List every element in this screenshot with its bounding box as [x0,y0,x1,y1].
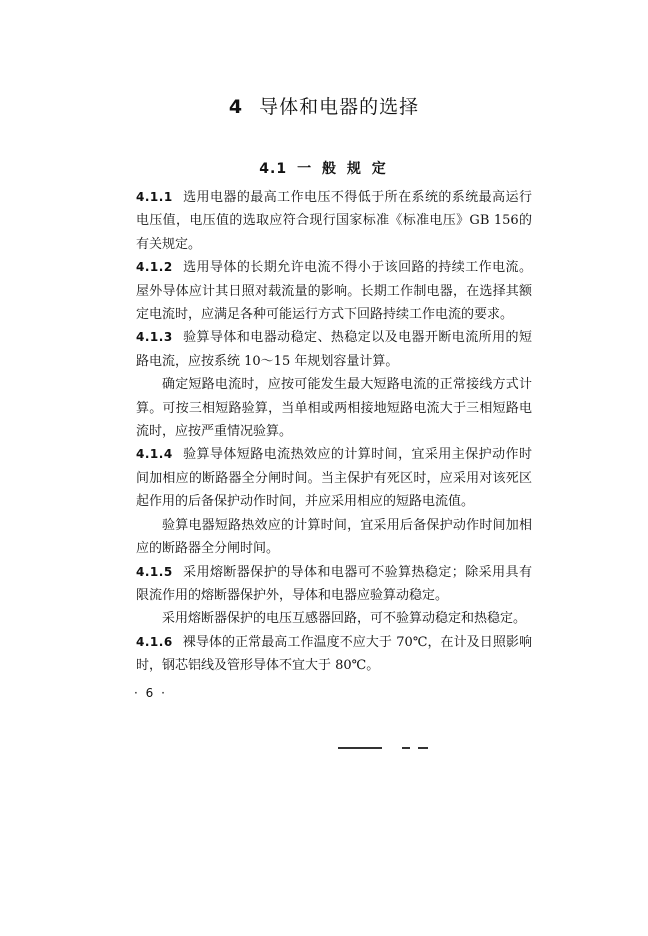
clause-4-1-4-continued [136,514,532,561]
clause-number: 4.1.3 [136,330,173,345]
clause-number: 4.1.6 [136,634,173,649]
clause-4-1-2 [136,256,532,326]
chapter-number: 4 [228,96,244,118]
clause-number: 4.1.4 [136,447,173,462]
clause-text: 裸导体的正常最高工作温度不应大于 70℃，在计及日照影响时，钢芯铝线及管形导体不宜大于 80℃。 [136,634,532,674]
clause-text: 采用熔断器保护的电压互感器回路，可不验算动稳定和热稳定。 [162,611,527,627]
clause-text: 验算导体短路电流热效应的计算时间，宜采用主保护动作时间加相应的断路器全分闸时间。当主保护有死区时，应采用对该死区起作用的后备保护动作时间，并应采用相应的短路电流值。 [136,447,532,510]
clause-4-1-1 [136,186,532,256]
section-title-text: 一 般 规 定 [297,161,389,177]
scan-artifact-mark [338,747,382,749]
scan-artifact-mark [418,747,428,749]
section-title [0,158,648,178]
clause-4-1-3 [136,326,532,373]
clause-number: 4.1.2 [136,260,173,275]
clause-4-1-4 [136,443,532,513]
clause-text: 采用熔断器保护的导体和电器可不验算热稳定；除采用具有限流作用的熔断器保护外，导体和电器应验算动稳定。 [136,564,532,603]
clause-4-1-6 [136,631,532,678]
chapter-title [0,92,648,119]
scan-artifact-mark [402,747,410,749]
clause-4-1-5 [136,561,532,608]
clause-4-1-5-continued [136,607,532,630]
clause-text: 选用导体的长期允许电流不得小于该回路的持续工作电流。屋外导体应计其日照对载流量的影响。长期工作制电器，在选择其额定电流时，应满足各种可能运行方式下回路持续工作电流的要求。 [136,260,532,323]
clause-number: 4.1.1 [136,190,173,204]
clause-text: 验算导体和电器动稳定、热稳定以及电器开断电流所用的短路电流，应按系统 10～15 年规划容量计算。 [136,330,532,369]
section-number: 4.1 [259,161,288,177]
clause-text: 验算电器短路热效应的计算时间，宜采用后备保护动作时间加相应的断路器全分闸时间。 [136,517,532,557]
clause-number: 4.1.5 [136,564,173,579]
clause-text: 确定短路电流时，应按可能发生最大短路电流的正常接线方式计算。可按三相短路验算，当单相或两相接地短路电流大于三相短路电流时，应按严重情况验算。 [136,377,532,440]
clause-4-1-3-continued [136,373,532,443]
clause-text: 选用电器的最高工作电压不得低于所在系统的系统最高运行电压值，电压值的选取应符合现行国家标准《标准电压》GB 156的有关规定。 [136,190,532,252]
document-body [136,186,532,678]
page-number: · 6 · [134,686,167,700]
chapter-title-text: 导体和电器的选择 [259,96,420,118]
